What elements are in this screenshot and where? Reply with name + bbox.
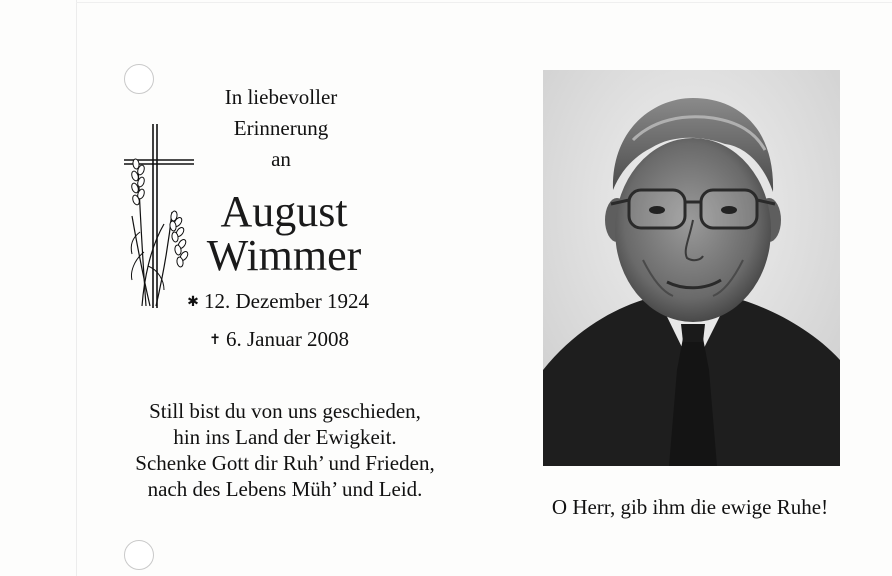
poem-line: Schenke Gott dir Ruh’ und Frieden, [135, 451, 435, 475]
deceased-name [196, 187, 372, 280]
birth-star-icon: ✱ [187, 294, 199, 310]
last-name: Wimmer [206, 231, 362, 280]
poem-line: Still bist du von uns geschieden, [149, 399, 421, 423]
portrait-photo [543, 70, 840, 466]
memorial-poem [110, 398, 460, 502]
poem-line: nach des Lebens Müh’ und Leid. [147, 477, 423, 501]
death-date: 6. Januar 2008 [226, 327, 350, 351]
intro-text [181, 82, 381, 175]
poem-line: hin ins Land der Ewigkeit. [173, 425, 397, 449]
death-cross-icon: ✝ [209, 332, 221, 348]
cross-with-wheat-icon [120, 120, 200, 312]
card-edge [76, 0, 77, 576]
punch-hole [124, 540, 154, 570]
prayer-text: O Herr, gib ihm die ewige Ruhe! [551, 495, 829, 519]
card-edge [76, 2, 892, 3]
first-name: August [220, 187, 348, 236]
intro-line: an [271, 147, 291, 171]
intro-line: In liebevoller [224, 85, 338, 109]
birth-date-line [186, 288, 369, 315]
death-date-line [208, 326, 349, 353]
punch-hole [124, 64, 154, 94]
intro-line: Erinnerung [233, 116, 329, 140]
birth-date: 12. Dezember 1924 [204, 289, 370, 313]
